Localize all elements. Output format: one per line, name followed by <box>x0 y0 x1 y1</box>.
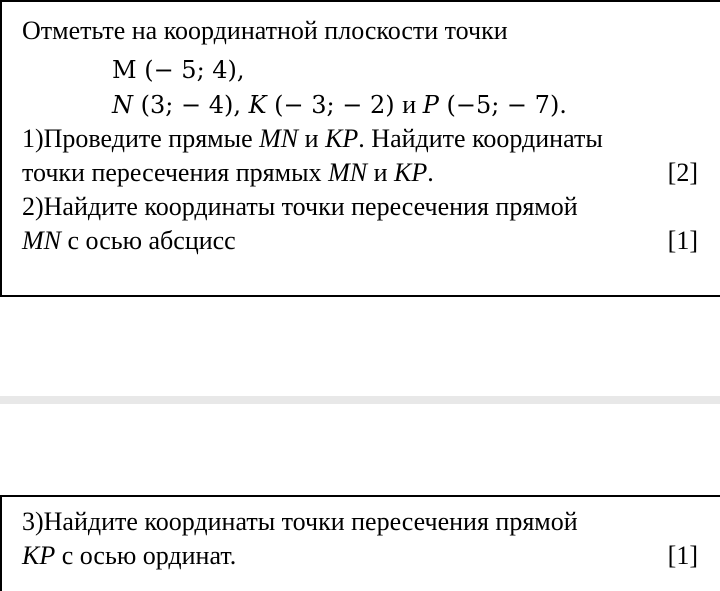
question-2-line-2 <box>22 226 236 256</box>
question-3-points: [1] <box>667 541 698 570</box>
q1-mn: MN <box>259 124 299 153</box>
question-2-line-1: 2)Найдите координаты точки пересечения прямой <box>22 192 578 221</box>
q1-and: и <box>298 124 326 153</box>
point-k-coords: (− 3; − 2) <box>266 91 403 119</box>
point-p-coords: (−5; − 7). <box>438 91 567 119</box>
q3-rest: с осью ординат. <box>55 541 237 570</box>
question-3-line-2 <box>22 541 236 571</box>
q1-prefix: 1)Проведите прямые <box>22 124 260 153</box>
q3-kp: KP <box>22 541 56 570</box>
point-m: M (− 5; 4), <box>112 56 245 84</box>
question-3-line-1: 3)Найдите координаты точки пересечения прямой <box>22 507 578 536</box>
q1-line2-prefix: точки пересечения прямых <box>22 158 329 187</box>
point-n-coords: (3; − 4), <box>133 91 249 119</box>
point-k-label: K <box>248 91 267 119</box>
points-nkp <box>112 90 567 120</box>
q2-mn: MN <box>22 226 61 255</box>
question-1-line-2 <box>22 158 434 188</box>
point-p-label: P <box>422 91 439 119</box>
question-1-line-1 <box>22 124 603 154</box>
q2-rest: с осью абсцисс <box>61 226 236 255</box>
q1-line2-and: и <box>367 158 394 187</box>
q1-line2-end: . <box>427 158 434 187</box>
q1-rest: . Найдите координаты <box>358 124 603 153</box>
intro-text: Отметьте на координатной плоскости точки <box>22 16 508 45</box>
task-box-bottom <box>0 495 720 591</box>
q1-kp: KP <box>325 124 359 153</box>
q1-line2-mn: MN <box>328 158 368 187</box>
point-n-label: N <box>112 91 133 119</box>
q1-line2-kp: KP <box>393 158 428 187</box>
and-word: и <box>402 90 423 119</box>
question-2-points: [1] <box>667 226 698 255</box>
question-1-points: [2] <box>667 158 698 187</box>
page-separator <box>0 396 720 404</box>
